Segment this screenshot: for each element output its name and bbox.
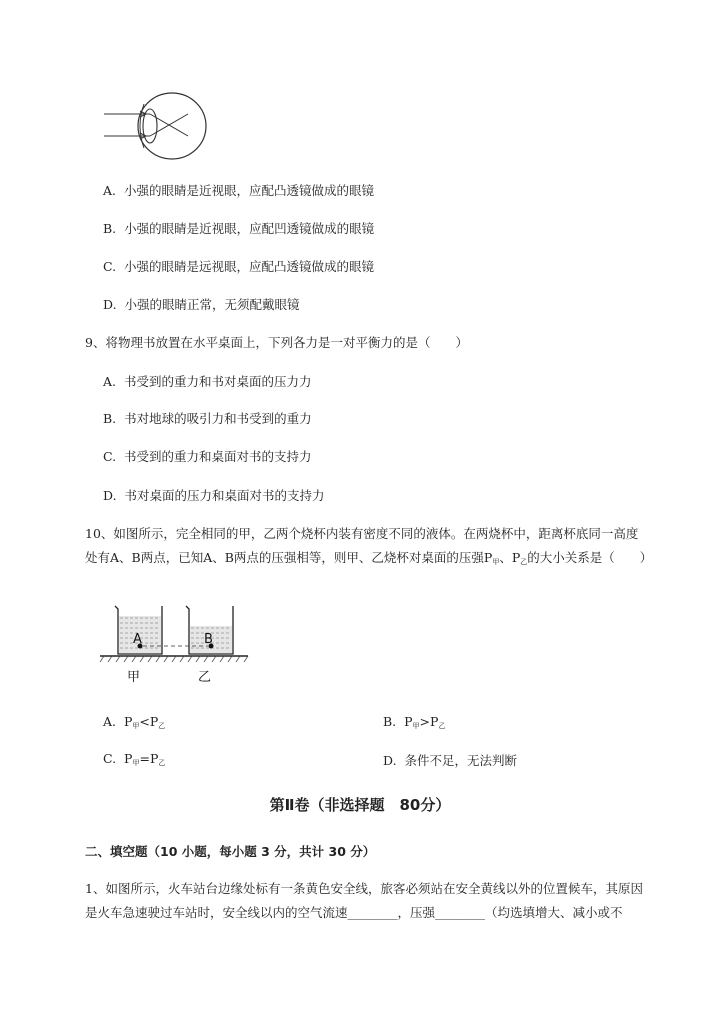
- fill-q1-line1: 1、如图所示，火车站台边缘处标有一条黄色安全线，旅客必须站在安全黄线以外的位置候车，其原因: [85, 881, 643, 896]
- q10-option-c[interactable]: C. $P_甲=P_乙$: [103, 751, 166, 767]
- table-hatching: [100, 656, 248, 662]
- q9-stem: 9、将物理书放置在水平桌面上，下列各力是一对平衡力的是（ ）: [85, 335, 468, 350]
- q10-stem-line2: 处有A、B两点，已知A、B两点的压强相等，则甲、乙烧杯对桌面的压强$P_甲$、$P_乙$的大小关系是（ ）: [85, 550, 653, 566]
- eye-diagram: [100, 90, 210, 160]
- q8-option-b[interactable]: B. 小强的眼睛是近视眼，应配凹透镜做成的眼镜: [103, 221, 375, 236]
- q10-option-d[interactable]: D. 条件不足，无法判断: [383, 753, 518, 768]
- q10-option-b[interactable]: B. $P_甲>P_乙$: [383, 714, 446, 730]
- q8-option-a[interactable]: A. 小强的眼睛是近视眼，应配凸透镜做成的眼镜: [103, 183, 374, 198]
- q10-stem-line1: 10、如图所示，完全相同的甲，乙两个烧杯内装有密度不同的液体。在两烧杯中，距离杯底同一高度: [85, 526, 639, 541]
- fill-q1-line2: 是火车急速驶过车站时，安全线以内的空气流速________，压强________（均选填增大、减小或不: [85, 905, 623, 920]
- beaker-jia-label: 甲: [127, 670, 141, 685]
- eyeball: [138, 93, 206, 159]
- q8-option-c[interactable]: C. 小强的眼睛是远视眼，应配凸透镜做成的眼镜: [103, 259, 375, 274]
- q9-option-a[interactable]: A. 书受到的重力和书对桌面的压力力: [103, 374, 312, 389]
- q10-option-a[interactable]: A. $P_甲<P_乙$: [103, 714, 166, 730]
- q9-option-c[interactable]: C. 书受到的重力和桌面对书的支持力: [103, 449, 312, 464]
- point-b-label: B: [204, 632, 213, 647]
- point-a-label: A: [133, 632, 142, 647]
- q9-option-d[interactable]: D. 书对桌面的压力和桌面对书的支持力: [103, 488, 325, 503]
- beaker-yi-label: 乙: [198, 670, 212, 685]
- part2-title: 第Ⅱ卷（非选择题 80分）: [269, 796, 451, 814]
- beaker-diagram: [100, 600, 250, 690]
- section-heading: 二、填空题（10 小题，每小题 3 分，共计 30 分）: [85, 844, 376, 859]
- q9-option-b[interactable]: B. 书对地球的吸引力和书受到的重力: [103, 411, 312, 426]
- q8-option-d[interactable]: D. 小强的眼睛正常，无须配戴眼镜: [103, 297, 300, 312]
